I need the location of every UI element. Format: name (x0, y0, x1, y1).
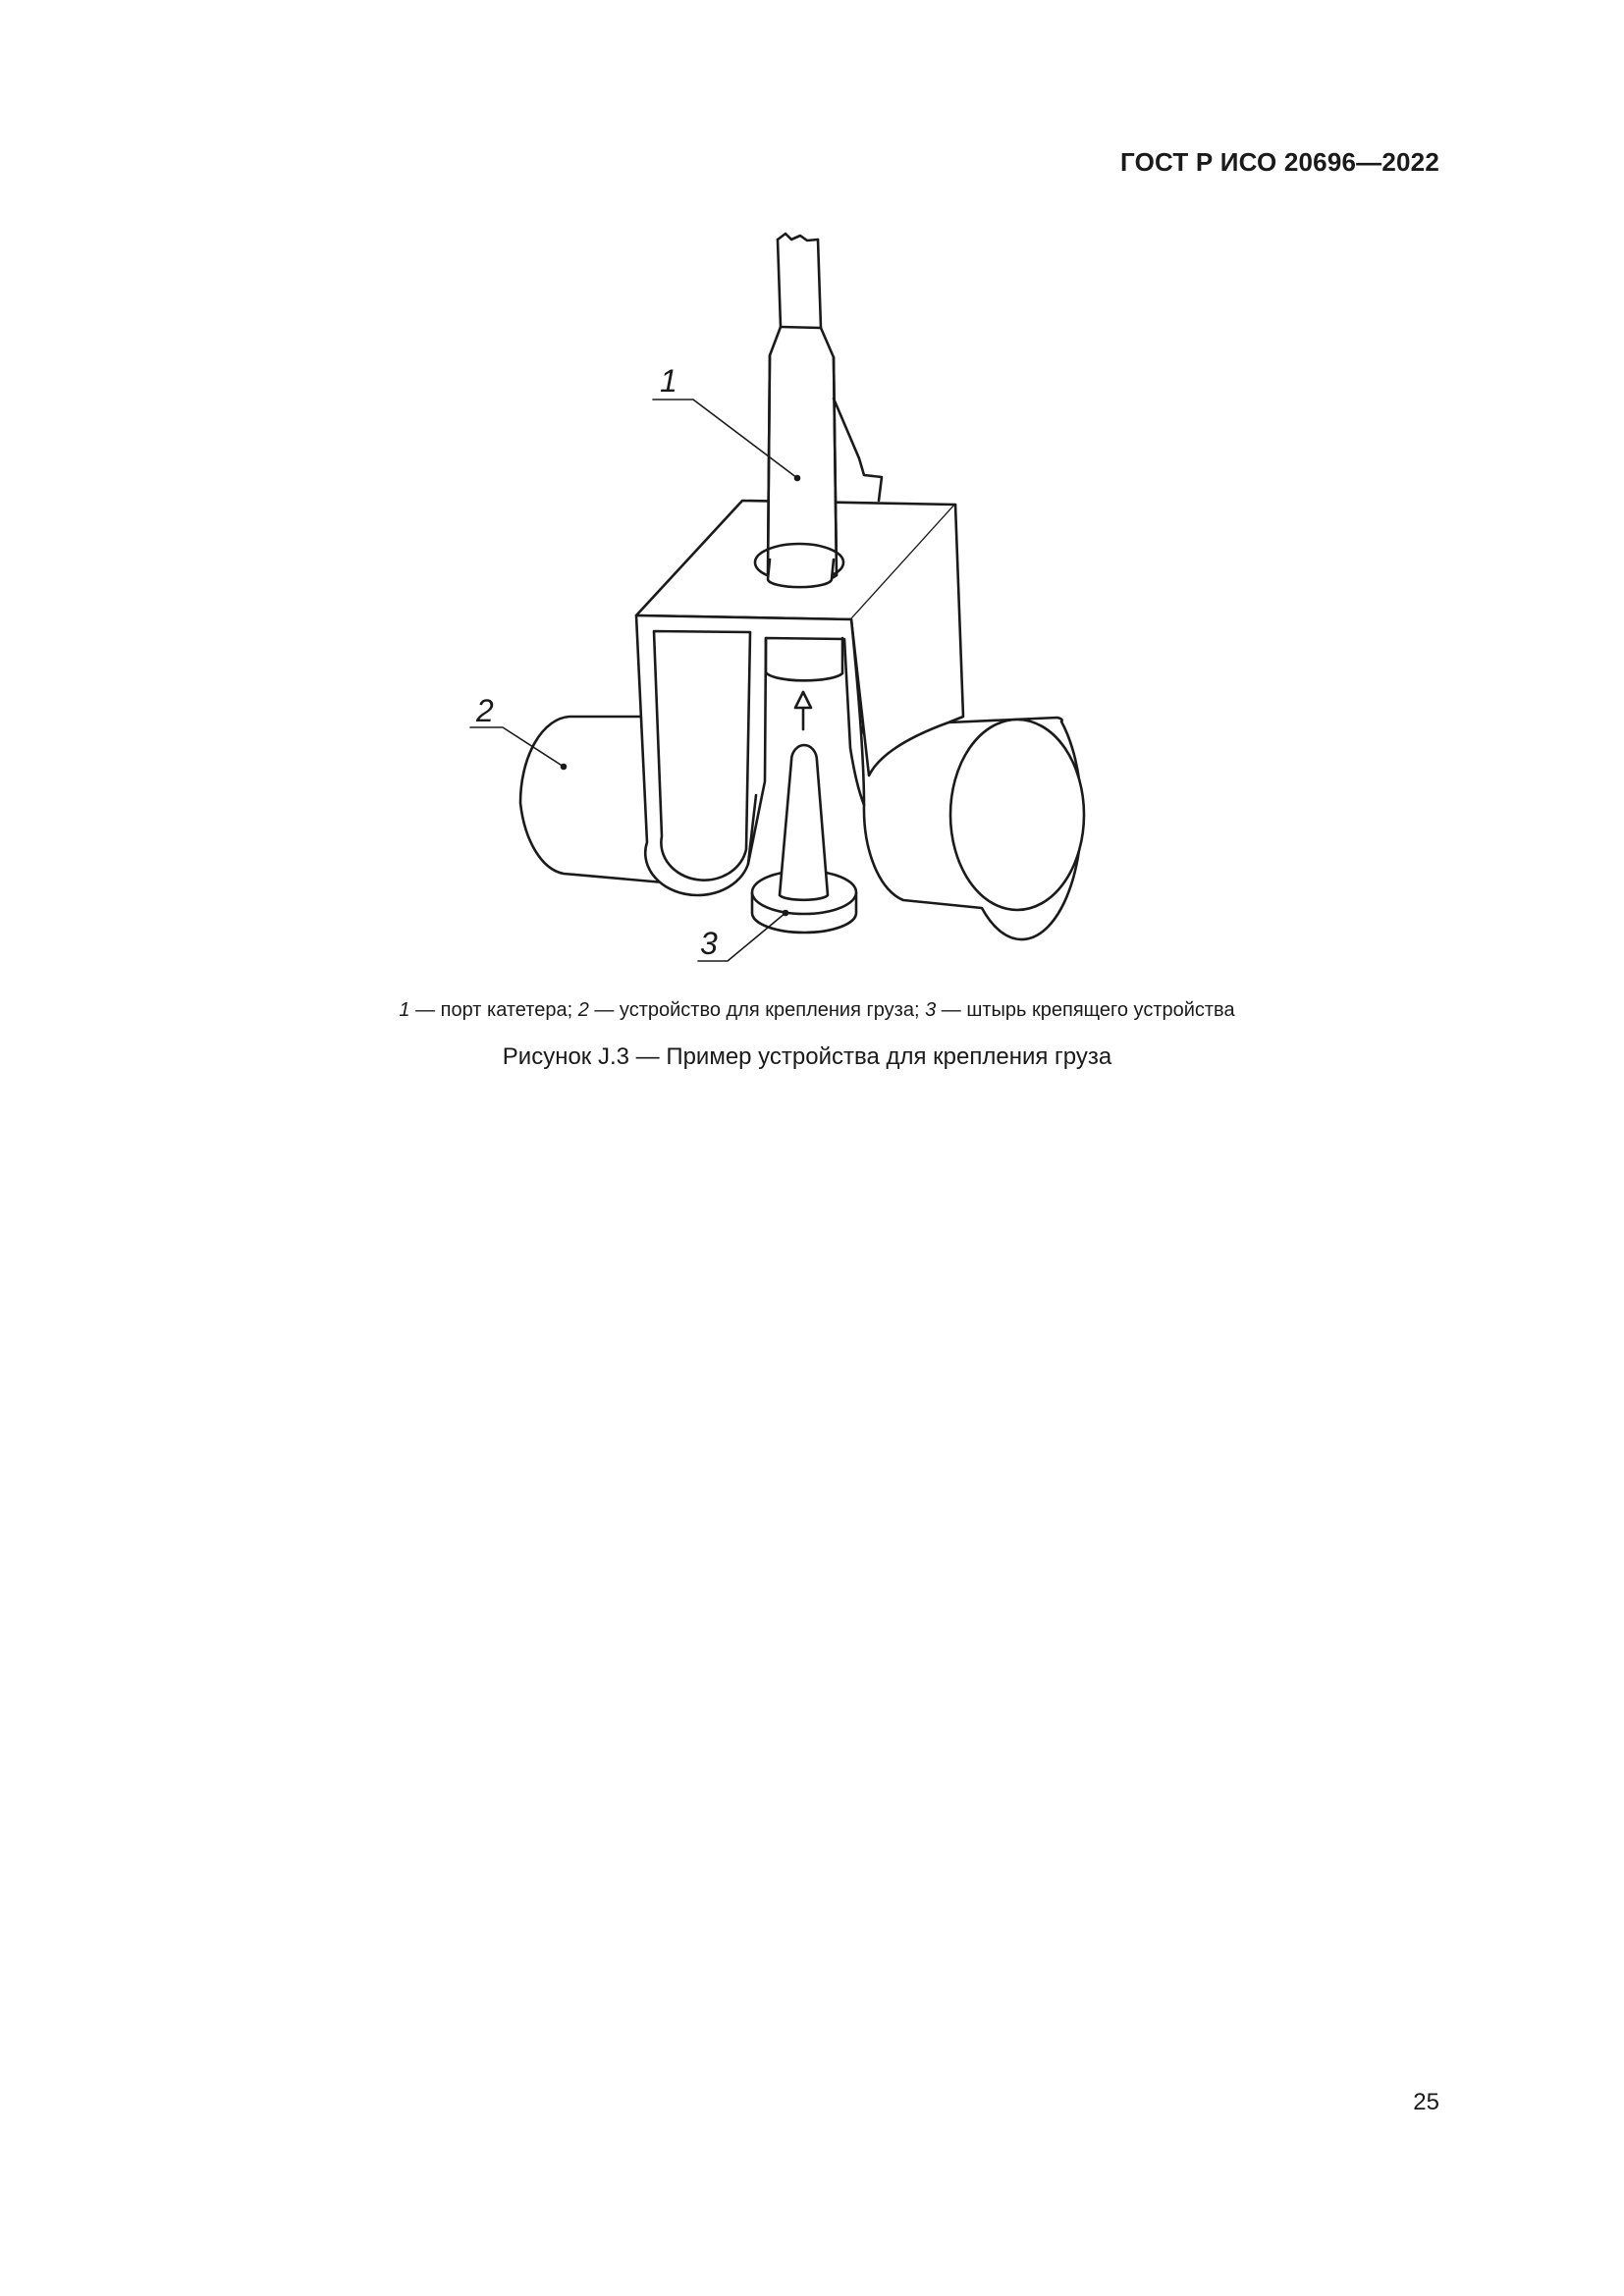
legend-text-1: — порт катетера; (409, 999, 578, 1021)
callout-2: 2 (476, 693, 494, 728)
pin-fixture (752, 745, 856, 933)
legend-text-2: — устройство для крепления груза; (588, 999, 926, 1021)
direction-arrow (795, 692, 811, 729)
document-header: ГОСТ Р ИСО 20696—2022 (1119, 147, 1439, 177)
figure-legend (0, 999, 1624, 1022)
legend-text-3: — штырь крепящего устройства (936, 999, 1235, 1021)
legend-num-3: 3 (925, 999, 937, 1021)
callout-1: 1 (660, 363, 677, 399)
figure (0, 0, 1624, 982)
callout-3: 3 (700, 926, 718, 961)
legend-num-1: 1 (399, 999, 410, 1021)
figure-caption: Рисунок J.3 — Пример устройства для крепления груза (502, 1043, 1112, 1070)
figure-drawing (0, 0, 1624, 982)
legend-num-2: 2 (577, 999, 589, 1021)
page-number: 25 (1413, 2089, 1439, 2115)
